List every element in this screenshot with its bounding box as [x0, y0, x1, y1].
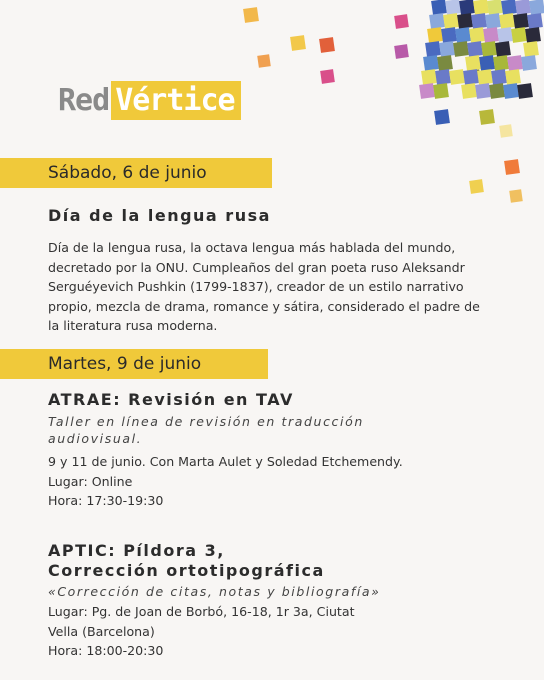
mosaic-square: [527, 13, 543, 29]
mosaic-square: [499, 124, 513, 138]
mosaic-square: [471, 13, 487, 29]
mosaic-square: [421, 69, 437, 85]
mosaic-square: [499, 13, 515, 29]
mosaic-square: [449, 69, 465, 85]
mosaic-square: [427, 27, 443, 43]
mosaic-square: [423, 55, 439, 71]
mosaic-square: [479, 55, 495, 71]
mosaic-square: [525, 27, 541, 43]
redvertice-logo: [58, 78, 241, 122]
mosaic-square: [435, 69, 451, 85]
mosaic-square: [491, 69, 507, 85]
mosaic-square: [493, 55, 509, 71]
mosaic-square: [489, 83, 505, 99]
mosaic-square: [445, 0, 461, 15]
mosaic-square: [523, 41, 539, 57]
event-details-atrae: 9 y 11 de junio. Con Marta Aulet y Soledad Etchemendy. Lugar: Online Hora: 17:30-19:30: [48, 454, 403, 508]
mosaic-square: [394, 44, 409, 59]
event-body-lengua-rusa: Día de la lengua rusa, la octava lengua más hablada del mundo, decretado por la ONU. Cumpleaños del gran poeta ruso Aleksandr Serguéyevich Pushkin (1799-1837), creador de un estilo narrativo propio, mezcla de drama, romance y sátira, considerado el padre de la literatura rusa moderna.: [48, 240, 480, 333]
mosaic-square: [419, 83, 435, 99]
mosaic-square: [477, 69, 493, 85]
mosaic-square: [509, 189, 523, 203]
mosaic-square: [463, 69, 479, 85]
mosaic-square: [501, 0, 517, 15]
mosaic-square: [503, 83, 519, 99]
mosaic-square: [487, 0, 503, 15]
mosaic-square: [434, 109, 450, 125]
event-title-aptic: APTIC: Píldora 3, Corrección ortotipográfica: [48, 541, 325, 580]
mosaic-square: [431, 0, 447, 15]
mosaic-square: [461, 83, 477, 99]
mosaic-square: [319, 37, 335, 53]
mosaic-square: [507, 55, 523, 71]
mosaic-square: [529, 0, 544, 15]
mosaic-square: [473, 0, 489, 15]
mosaic-square: [479, 109, 495, 125]
mosaic-square: [290, 35, 306, 51]
mosaic-square: [437, 55, 453, 71]
mosaic-square: [483, 27, 499, 43]
mosaic-square: [517, 83, 533, 99]
date-bar-saturday: Sábado, 6 de junio: [0, 158, 272, 188]
event-title-atrae: ATRAE: Revisión en TAV: [48, 390, 294, 409]
logo-vertice: Vértice: [111, 81, 240, 120]
mosaic-square: [439, 41, 455, 57]
mosaic-square: [425, 41, 441, 57]
mosaic-square: [515, 0, 531, 15]
mosaic-square: [511, 27, 527, 43]
logo-red: Red: [58, 82, 110, 118]
mosaic-square: [443, 13, 459, 29]
mosaic-square: [457, 13, 473, 29]
mosaic-square: [459, 0, 475, 15]
event-subtitle-atrae: Taller en línea de revisión en traducción audiovisual.: [48, 414, 364, 446]
mosaic-square: [497, 27, 513, 43]
date-bar-tuesday: Martes, 9 de junio: [0, 349, 268, 379]
mosaic-square: [481, 41, 497, 57]
mosaic-square: [495, 41, 511, 57]
mosaic-square: [433, 83, 449, 99]
mosaic-square: [521, 55, 537, 71]
mosaic-square: [257, 54, 271, 68]
mosaic-square: [469, 179, 484, 194]
mosaic-square: [469, 27, 485, 43]
mosaic-square: [475, 83, 491, 99]
mosaic-square: [504, 159, 520, 175]
mosaic-square: [441, 27, 457, 43]
mosaic-square: [394, 14, 409, 29]
event-title-lengua-rusa: Día de la lengua rusa: [48, 206, 271, 225]
mosaic-square: [455, 27, 471, 43]
mosaic-square: [485, 13, 501, 29]
mosaic-square: [513, 13, 529, 29]
mosaic-square: [320, 69, 335, 84]
mosaic-square: [467, 41, 483, 57]
mosaic-square: [465, 55, 481, 71]
mosaic-square: [453, 41, 469, 57]
mosaic-square: [429, 13, 445, 29]
event-details-aptic: Lugar: Pg. de Joan de Borbó, 16-18, 1r 3a, Ciutat Vella (Barcelona) Hora: 18:00-20:30: [48, 604, 355, 658]
event-subtitle-aptic: «Corrección de citas, notas y bibliografía»: [48, 584, 381, 599]
mosaic-square: [243, 7, 259, 23]
mosaic-square: [505, 69, 521, 85]
